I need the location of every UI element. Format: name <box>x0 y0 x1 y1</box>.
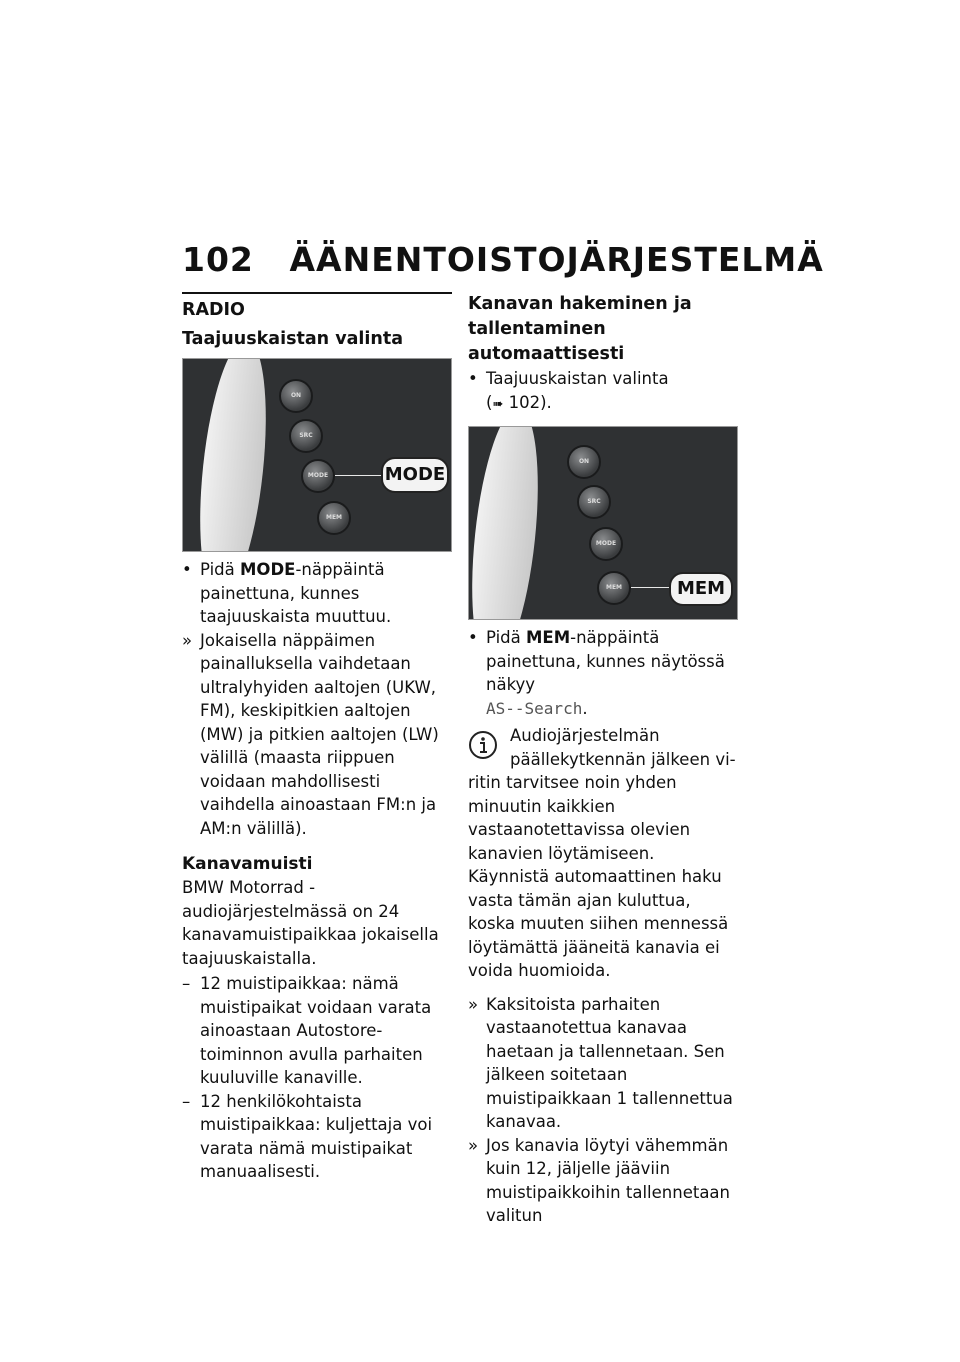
bullet-mark: • <box>468 628 478 647</box>
on-button-icon: ON <box>279 379 313 413</box>
dash-mark: – <box>182 1091 191 1111</box>
mem-button-icon: MEM <box>317 501 351 535</box>
mem-button-photo <box>468 426 738 620</box>
subsection-heading: Taajuuskaistan valinta <box>182 329 404 349</box>
callout-leader <box>335 475 385 476</box>
memory-heading: Kanavamuisti <box>182 854 313 874</box>
section-heading: RADIO <box>182 300 245 320</box>
callout-leader <box>631 587 673 588</box>
result-mark: » <box>182 630 193 650</box>
src-button-icon: SRC <box>577 485 611 519</box>
page-ref: 102). <box>503 392 552 412</box>
mode-callout-label: MODE <box>381 457 449 493</box>
bezel-shape <box>468 426 548 620</box>
step-item: • Pidä MODE-näppäintä painettuna, kunnes taajuuskaista muuttuu. <box>182 560 392 626</box>
right-column <box>468 292 738 1228</box>
list-item: – 12 muistipaikkaa: nämä muistipaikat voidaan varata ainoastaan Autostore-toiminnon avulla parhaiten kuuluville kanaville. <box>182 974 432 1087</box>
mode-key: MODE <box>240 560 296 579</box>
mem-key: MEM <box>526 628 571 647</box>
mem-callout-label: MEM <box>669 572 733 606</box>
left-column <box>182 292 452 1184</box>
step-item: • Pidä MEM-näppäintä painettuna, kunnes näytössä näkyy AS--Search. <box>468 628 725 718</box>
result-mark: » <box>468 1135 479 1155</box>
src-button-icon: SRC <box>289 419 323 453</box>
mem-button-icon: MEM <box>597 571 631 605</box>
result-item: » Jos kanavia löytyi vähemmän kuin 12, jäljelle jääviin muistipaikkoihin tallennetaan valitun <box>468 1135 730 1225</box>
mode-button-icon: MODE <box>301 459 335 493</box>
mode-button-photo <box>182 358 452 552</box>
memory-text: BMW Motorrad -audiojärjestelmässä on 24 kanavamuistipaikkaa jokaisella taajuuskaistalla. <box>182 878 439 968</box>
info-icon <box>468 730 498 760</box>
bullet-mark: • <box>468 369 478 388</box>
page-ref-arrow-icon: ➠ <box>492 396 504 412</box>
result-item: » Kaksitoista parhaiten vastaanotettua kanavaa haetaan ja tallennetaan. Sen jälkeen soitetaan muistipaikkaan 1 tallennettua kanavaa. <box>468 994 733 1131</box>
bezel-shape <box>190 358 277 552</box>
note-text: ritin tarvitsee noin yhden minuutin kaikkien vastaanotettavissa olevien kanavien löytämiseen. Käynnistä automaattinen haku vasta tämän ajan kuluttua, koska muuten siihen mennessä löytämättä jääneitä kanavia ei voida huomioida. <box>468 773 729 980</box>
chapter-title: ÄÄNENTOISTOJÄRJESTELMÄ <box>289 240 824 279</box>
display-text: AS--Search <box>486 698 583 718</box>
prereq-item: • Taajuuskaistan valinta (➠ 102). <box>468 369 669 412</box>
result-mark: » <box>468 994 479 1014</box>
mode-button-icon: MODE <box>589 527 623 561</box>
page-header <box>182 240 824 279</box>
page-number: 102 <box>182 240 254 279</box>
result-item: » Jokaisella näppäimen painalluksella vaihdetaan ultralyhyiden aaltojen (UKW, FM), keskipitkien aaltojen (MW) ja pitkien aaltojen (LW) välillä (maasta riippuen voidaan mahdollisesti vaihdella ainoastaan FM:n ja AM:n välillä). <box>182 630 439 838</box>
info-note <box>468 724 738 983</box>
note-first-line: Audiojärjestelmän päällekytkennän jälkeen vi- <box>510 726 736 769</box>
on-button-icon: ON <box>567 445 601 479</box>
list-item: – 12 henkilökohtaista muistipaikkaa: kuljettaja voi varata nämä muistipaikat manuaalisesti. <box>182 1091 433 1181</box>
bullet-mark: • <box>182 560 192 579</box>
dash-mark: – <box>182 974 191 993</box>
right-heading: Kanavan hakeminen ja tallentaminen automaattisesti <box>468 294 692 364</box>
